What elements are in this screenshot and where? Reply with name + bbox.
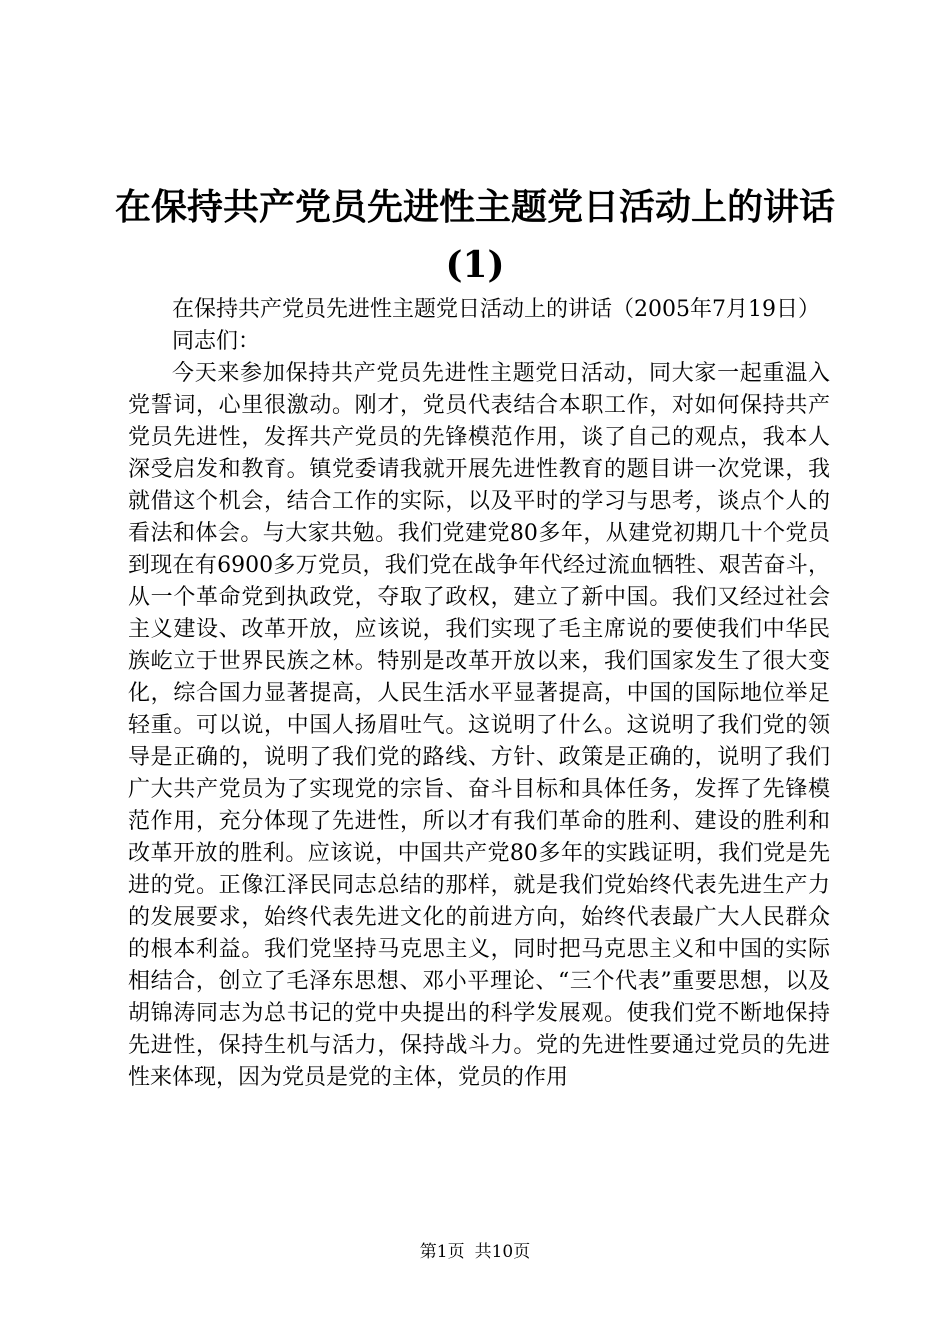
page-total: 共10页	[474, 1242, 531, 1262]
body-paragraph: 今天来参加保持共产党员先进性主题党日活动，同大家一起重温入党誓词，心里很激动。刚才，党员代表结合本职工作，对如何保持共产党员先进性，发挥共产党员的先锋模范作用，谈了自己的观点，我本人深受启发和教育。镇党委请我就开展先进性教育的题目讲一次党课，我就借这个机会，结合工作的实际，以及平时的学习与思考，谈点个人的看法和体会。与大家共勉。我们党建党80多年，从建党初期几十个党员到现在有6900多万党员，我们党在战争年代经过流血牺牲、艰苦奋斗，从一个革命党到执政党，夺取了政权，建立了新中国。我们又经过社会主义建设、改革开放，应该说，我们实现了毛主席说的要使我们中华民族屹立于世界民族之林。特别是改革开放以来，我们国家发生了很大变化，综合国力显著提高，人民生活水平显著提高，中国的国际地位举足轻重。可以说，中国人扬眉吐气。这说明了什么。这说明了我们党的领导是正确的，说明了我们党的路线、方针、政策是正确的，说明了我们广大共产党员为了实现党的宗旨、奋斗目标和具体任务，发挥了先锋模范作用，充分体现了先进性，所以才有我们革命的胜利、建设的胜利和改革开放的胜利。应该说，中国共产党80多年的实践证明，我们党是先进的党。正像江泽民同志总结的那样，就是我们党始终代表先进生产力的发展要求，始终代表先进文化的前进方向，始终代表最广大人民群众的根本利益。我们党坚持马克思主义，同时把马克思主义和中国的实际相结合，创立了毛泽东思想、邓小平理论、“三个代表”重要思想，以及胡锦涛同志为总书记的党中央提出的科学发展观。使我们党不断地保持先进性，保持生机与活力，保持战斗力。党的先进性要通过党员的先进性来体现，因为党员是党的主体，党员的作用	[128, 361, 830, 1090]
speech-heading-paragraph: 在保持共产党员先进性主题党日活动上的讲话（2005年7月19日）	[172, 297, 820, 322]
salutation-paragraph: 同志们：	[172, 329, 261, 354]
document-body	[128, 294, 830, 1094]
page-footer	[0, 1240, 950, 1264]
page-number: 第1页	[419, 1242, 465, 1262]
document-title: 在保持共产党员先进性主题党日活动上的讲话(1)	[114, 186, 835, 286]
